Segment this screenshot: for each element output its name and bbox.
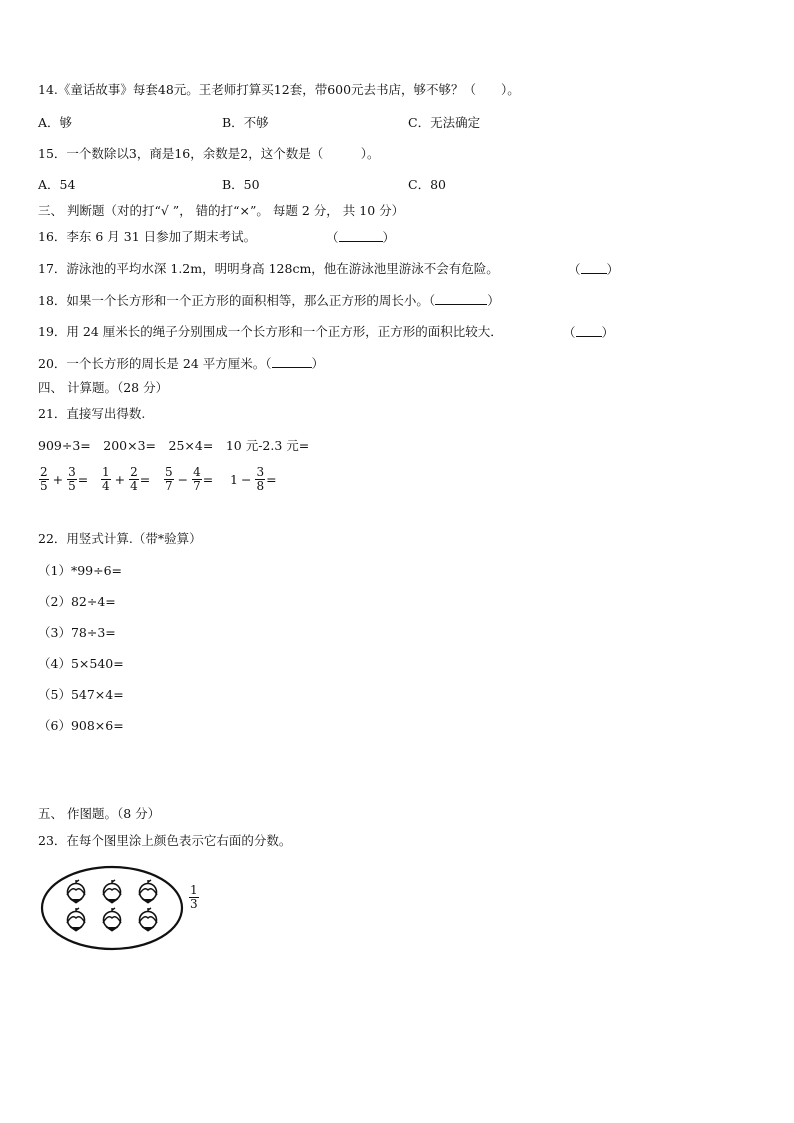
denominator: 7 xyxy=(193,479,201,493)
paren-open: （ xyxy=(428,293,436,308)
fruit-icon[interactable] xyxy=(103,908,121,931)
fraction-problem-4 xyxy=(230,466,287,493)
section-4-title: 四、 计算题。（28 分） xyxy=(38,380,169,395)
judge-question-17 xyxy=(38,261,620,277)
judge-question-16 xyxy=(38,229,396,245)
fruit-icon[interactable] xyxy=(67,880,85,903)
judge-question-20 xyxy=(38,355,324,372)
numerator: 1 xyxy=(190,883,198,897)
judge-20-text: 20．一个长方形的周长是 24 平方厘米。 xyxy=(38,356,266,371)
q22-item-4: （4）5×540= xyxy=(38,656,124,671)
denominator: 4 xyxy=(102,479,110,493)
section-3-title: 三、 判断题（对的打“√ ”， 错的打“×”。 每题 2 分， 共 10 分） xyxy=(38,203,405,218)
judge-16-answer[interactable] xyxy=(326,229,395,246)
fraction xyxy=(255,466,265,493)
equals: = xyxy=(266,472,277,487)
denominator: 5 xyxy=(40,479,48,493)
whole-number: 1 xyxy=(230,472,238,487)
paren-close: ） xyxy=(487,293,500,308)
fraction xyxy=(39,466,49,493)
question-23-title: 23．在每个图里涂上颜色表示它右面的分数。 xyxy=(38,833,292,848)
denominator: 8 xyxy=(256,479,265,493)
fruit-icon[interactable] xyxy=(139,908,157,931)
denominator: 7 xyxy=(165,479,173,493)
q22-item-1: （1）*99÷6= xyxy=(38,563,123,578)
q15-option-c[interactable]: C．80 xyxy=(408,177,446,192)
judge-18-text: 18．如果一个长方形和一个正方形的面积相等，那么正方形的周长小。 xyxy=(38,293,429,308)
judge-19-text: 19．用 24 厘米长的绳子分别围成一个长方形和一个正方形，正方形的面积比较大． xyxy=(38,324,503,339)
fruit-icon[interactable] xyxy=(67,908,85,931)
numerator: 4 xyxy=(193,465,201,479)
q15-option-b[interactable]: B．50 xyxy=(222,177,260,192)
equals: = xyxy=(139,472,151,487)
fraction-problem-1 xyxy=(38,466,98,493)
section-5-title: 五、 作图题。（8 分） xyxy=(38,806,161,821)
fraction xyxy=(101,466,111,493)
judge-18-answer[interactable] xyxy=(429,293,500,308)
denominator: 4 xyxy=(130,479,138,493)
operator: + xyxy=(52,472,64,487)
paren-close: ） xyxy=(601,325,615,340)
question-14: 14.《童话故事》每套48元。王老师打算买12套，带600元去书店，够不够？（ ）。 xyxy=(38,82,520,97)
q14-option-c[interactable]: C．无法确定 xyxy=(408,115,481,130)
numerator: 2 xyxy=(40,465,48,479)
q22-item-6: （6）908×6= xyxy=(38,718,124,733)
answer-blank[interactable] xyxy=(576,324,602,337)
q15-option-a[interactable]: A．54 xyxy=(38,177,76,192)
question-15: 15．一个数除以3，商是16，余数是2，这个数是（ ）。 xyxy=(38,146,380,161)
answer-blank[interactable] xyxy=(435,292,487,305)
operator: − xyxy=(177,472,189,487)
fraction xyxy=(164,466,174,493)
fraction-problem-3 xyxy=(163,466,223,493)
judge-17-text: 17．游泳池的平均水深 1.2m，明明身高 128cm，他在游泳池里游泳不会有危险。 xyxy=(38,261,499,276)
operator: + xyxy=(114,472,126,487)
paren-close: ） xyxy=(311,356,325,371)
numerator: 3 xyxy=(256,465,265,479)
numerator: 5 xyxy=(165,465,173,479)
fraction xyxy=(129,466,139,493)
answer-blank[interactable] xyxy=(581,261,607,274)
operator: − xyxy=(240,472,252,487)
q14-option-a[interactable]: A．够 xyxy=(38,115,73,130)
judge-19-answer[interactable] xyxy=(563,324,614,341)
fruit-ellipse[interactable] xyxy=(40,864,230,954)
numerator: 3 xyxy=(68,465,76,479)
paren-open: （ xyxy=(265,356,272,371)
judge-17-answer[interactable] xyxy=(568,261,619,278)
paren-close: ） xyxy=(382,230,396,245)
paren-open: （ xyxy=(326,230,339,245)
answer-blank[interactable] xyxy=(339,229,383,242)
fraction xyxy=(67,466,77,493)
fraction xyxy=(192,466,202,493)
equals: = xyxy=(202,472,214,487)
q22-item-3: （3）78÷3= xyxy=(38,625,116,640)
numerator: 2 xyxy=(130,465,138,479)
q23-figure xyxy=(40,864,230,957)
paren-open: （ xyxy=(568,262,581,277)
denominator: 3 xyxy=(190,897,198,911)
fruit-icon[interactable] xyxy=(103,880,121,903)
q14-option-b[interactable]: B．不够 xyxy=(222,115,269,130)
fruit-icon[interactable] xyxy=(139,880,157,903)
judge-20-answer[interactable] xyxy=(265,356,324,371)
answer-blank[interactable] xyxy=(272,355,312,368)
equals: = xyxy=(77,472,89,487)
q22-item-5: （5）547×4= xyxy=(38,687,124,702)
fraction-problem-2 xyxy=(100,466,160,493)
paren-close: ） xyxy=(606,262,620,277)
question-22-title: 22．用竖式计算.（带*验算） xyxy=(38,531,202,546)
paren-open: （ xyxy=(563,325,576,340)
q21-row-1: 909÷3= 200×3= 25×4= 10 元-2.3 元= xyxy=(38,438,310,453)
judge-question-19 xyxy=(38,324,615,340)
judge-question-18 xyxy=(38,292,500,309)
denominator: 5 xyxy=(68,479,76,493)
q23-fraction xyxy=(189,884,199,911)
q22-item-2: （2）82÷4= xyxy=(38,594,116,609)
judge-16-text: 16．李东 6 月 31 日参加了期末考试。 xyxy=(38,229,257,244)
question-21-title: 21．直接写出得数. xyxy=(38,406,146,421)
numerator: 1 xyxy=(102,465,110,479)
